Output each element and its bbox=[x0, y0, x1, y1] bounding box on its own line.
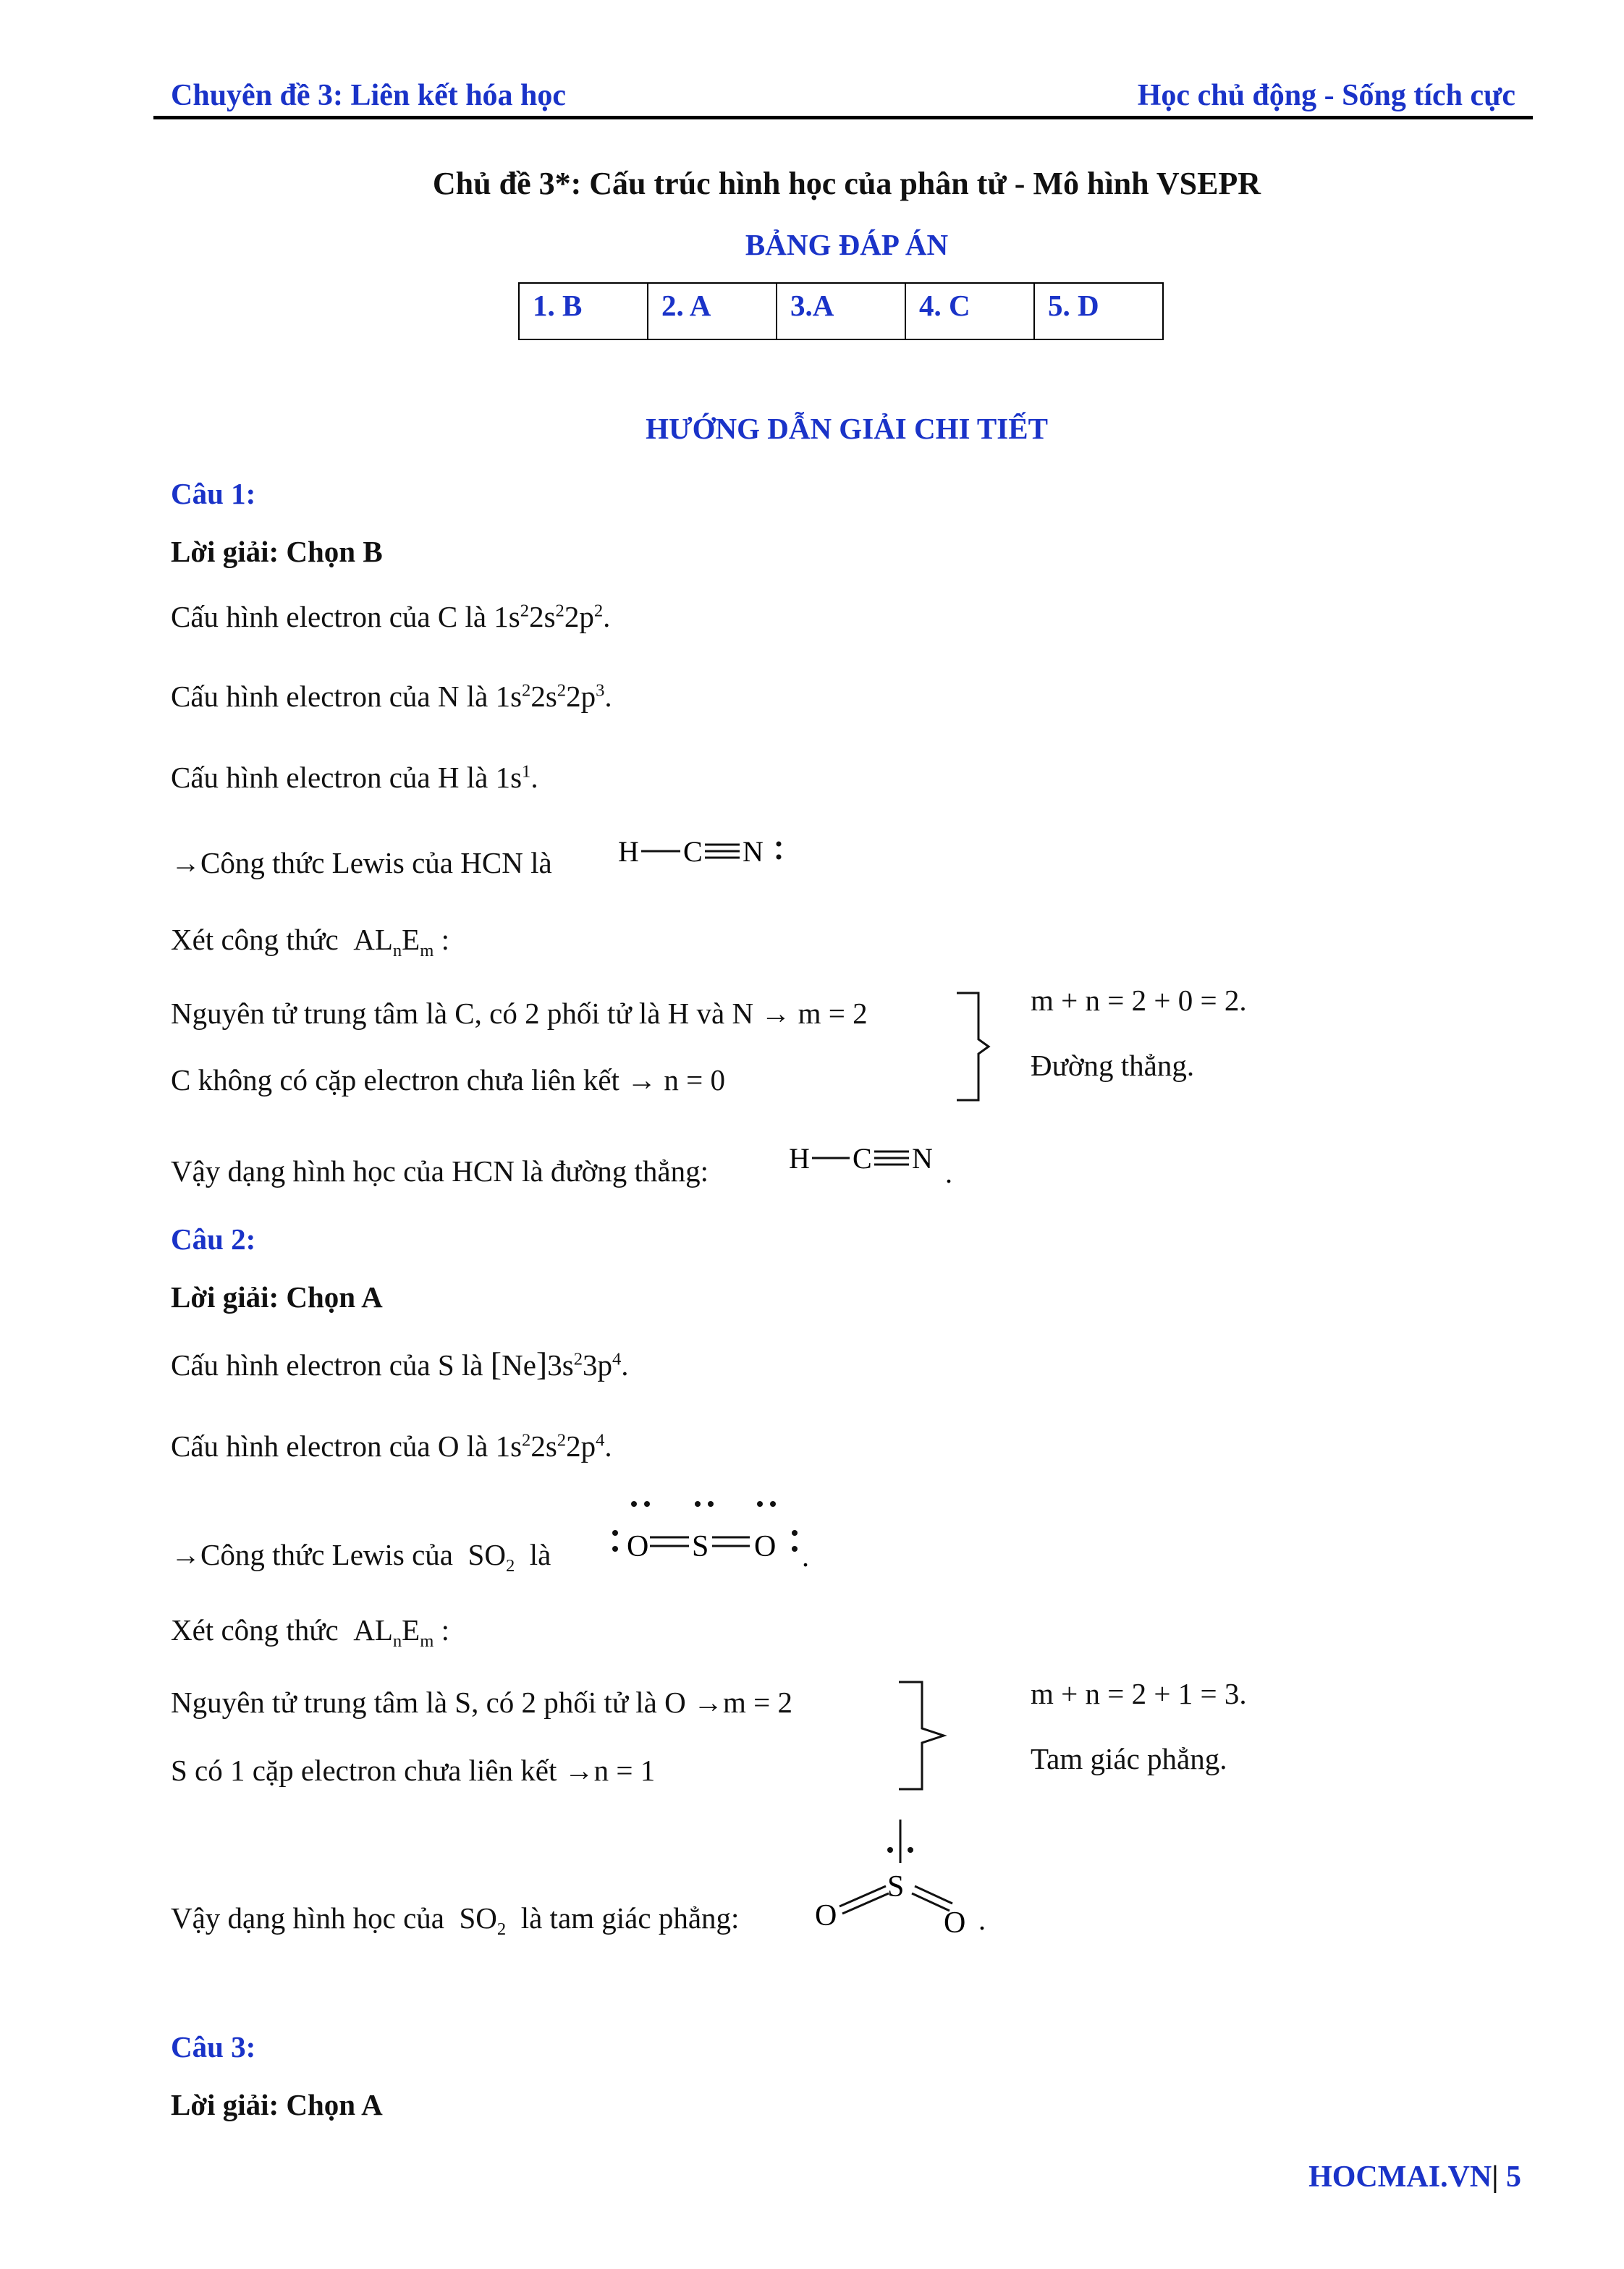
svg-text:O: O bbox=[944, 1906, 966, 1940]
so2-lewis-structure bbox=[606, 1491, 816, 1578]
footer: HOCMAI.VN| 5 bbox=[1308, 2160, 1521, 2194]
svg-text:O: O bbox=[627, 1530, 649, 1563]
hcn-linear-structure bbox=[786, 1132, 960, 1190]
svg-text:H: H bbox=[789, 1142, 810, 1175]
q1-shape: Đường thẳng. bbox=[1031, 1049, 1195, 1082]
q1-consider: Xét công thức $AL_nE_m$ : bbox=[171, 923, 450, 961]
q2-line1: Nguyên tử trung tâm là S, có 2 phối tử là O →m = 2 bbox=[171, 1686, 792, 1719]
header-rule bbox=[153, 116, 1533, 119]
svg-text:O: O bbox=[754, 1530, 777, 1563]
q1-sum: m + n = 2 + 0 = 2. bbox=[1031, 984, 1247, 1017]
so2-bent-structure bbox=[811, 1809, 1013, 1940]
answer-cell: 2. A bbox=[648, 283, 777, 339]
hcn-lewis-structure bbox=[615, 825, 803, 876]
q1-line2: C không có cặp electron chưa liên kết → n = 0 bbox=[171, 1063, 726, 1097]
svg-text:.: . bbox=[945, 1157, 952, 1189]
q1-config-n: Cấu hình electron của N là $1s^22s^22p^3$. bbox=[171, 680, 612, 713]
answer-cell: 5. D bbox=[1034, 283, 1163, 339]
q1-conclusion: Vậy dạng hình học của HCN là đường thẳng: bbox=[171, 1154, 709, 1188]
footer-site: HOCMAI.VN bbox=[1308, 2160, 1492, 2194]
answer-cell: 4. C bbox=[905, 283, 1034, 339]
svg-text:C: C bbox=[853, 1142, 872, 1175]
header-right: Học chủ động - Sống tích cực bbox=[1137, 79, 1515, 112]
q1-brace bbox=[954, 990, 997, 1106]
q2-label: Câu 2: bbox=[171, 1222, 256, 1256]
answer-cell: 3.A bbox=[777, 283, 905, 339]
header-left: Chuyên đề 3: Liên kết hóa học bbox=[171, 79, 567, 112]
svg-text:H: H bbox=[618, 835, 639, 868]
page-title: Chủ đề 3*: Cấu trúc hình học của phân tử - Mô hình VSEPR bbox=[432, 166, 1261, 201]
svg-text:.: . bbox=[802, 1540, 809, 1573]
q1-config-h: Cấu hình electron của H là $1s^1$. bbox=[171, 761, 538, 794]
answer-table bbox=[518, 282, 1164, 340]
q1-label: Câu 1: bbox=[171, 477, 256, 510]
q3-label: Câu 3: bbox=[171, 2030, 256, 2063]
q1-config-c: Cấu hình electron của C là $1s^22s^22p^2$. bbox=[171, 600, 611, 633]
q2-solution: Lời giải: Chọn A bbox=[171, 1280, 383, 1314]
answer-cell: 1. B bbox=[519, 283, 648, 339]
svg-text:S: S bbox=[887, 1870, 905, 1903]
answer-table-title: BẢNG ĐÁP ÁN bbox=[745, 228, 949, 261]
q1-solution: Lời giải: Chọn B bbox=[171, 535, 383, 568]
q2-conclusion: Vậy dạng hình học của $SO_2$ là tam giác phẳng: bbox=[171, 1901, 740, 1940]
q2-sum: m + n = 2 + 1 = 3. bbox=[1031, 1677, 1247, 1710]
guide-title: HƯỚNG DẪN GIẢI CHI TIẾT bbox=[646, 412, 1048, 445]
svg-text:N: N bbox=[912, 1142, 933, 1175]
q2-lewis-intro: →Công thức Lewis của $SO_2$ là bbox=[171, 1538, 551, 1576]
q1-lewis-intro: →Công thức Lewis của HCN là bbox=[171, 846, 552, 879]
q2-config-o: Cấu hình electron của O là $1s^22s^22p^4$. bbox=[171, 1429, 612, 1463]
svg-text:S: S bbox=[692, 1530, 709, 1563]
q3-solution: Lời giải: Chọn A bbox=[171, 2088, 383, 2121]
svg-text:N: N bbox=[743, 835, 764, 868]
q2-line2: S có 1 cặp electron chưa liên kết →n = 1 bbox=[171, 1754, 656, 1787]
q2-consider: Xét công thức $AL_nE_m$ : bbox=[171, 1613, 450, 1652]
footer-page-number: 5 bbox=[1506, 2160, 1521, 2194]
q2-brace bbox=[896, 1679, 954, 1795]
q1-line1: Nguyên tử trung tâm là C, có 2 phối tử là H và N → m = 2 bbox=[171, 997, 868, 1030]
svg-text:C: C bbox=[683, 835, 703, 868]
q2-shape: Tam giác phẳng. bbox=[1031, 1742, 1227, 1775]
svg-text:O: O bbox=[815, 1899, 837, 1932]
q2-config-s: Cấu hình electron của S là $[Ne]3s^23p^4$. bbox=[171, 1345, 629, 1382]
svg-text:.: . bbox=[978, 1903, 986, 1936]
